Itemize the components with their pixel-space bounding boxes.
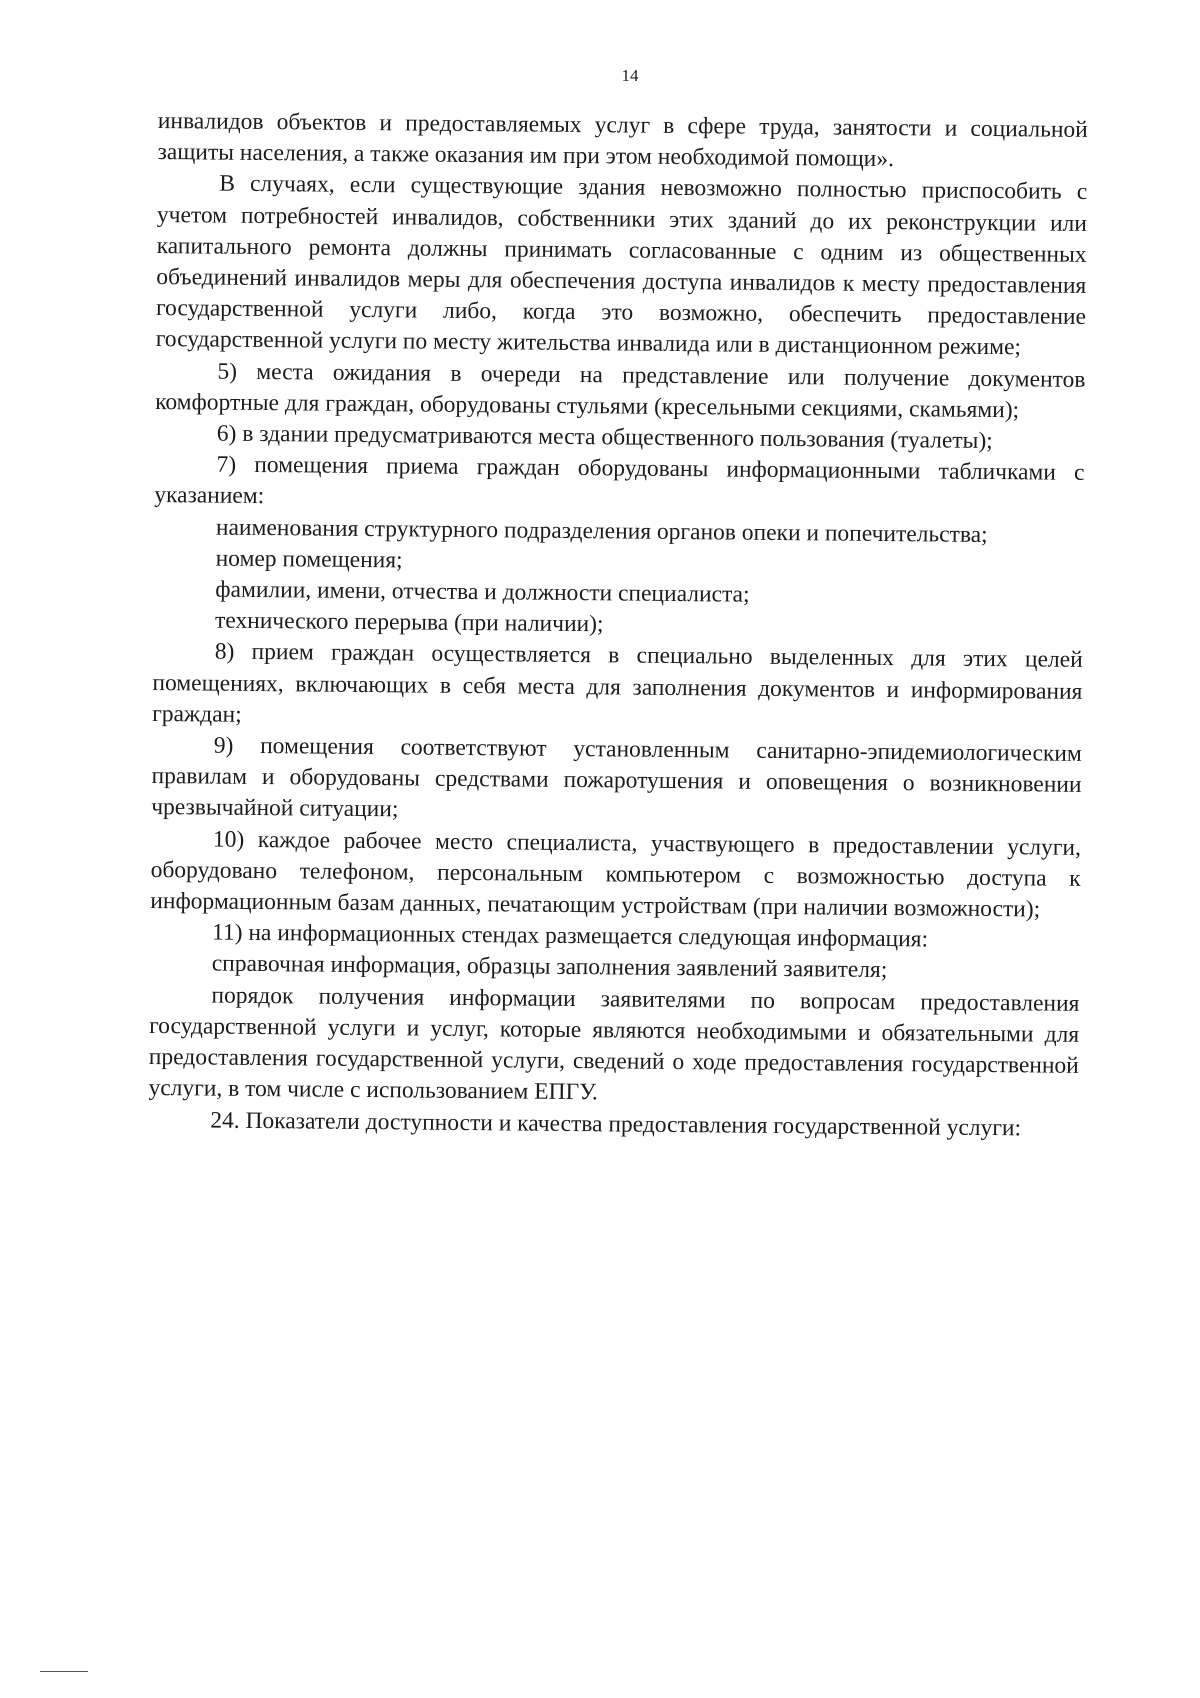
paragraph-section-24-indicators: 24. Показатели доступности и качества предоставления государственной услуги: bbox=[210, 1107, 1022, 1141]
paragraph-signage-room-number: номер помещения; bbox=[215, 545, 403, 574]
paragraph-reference-info: справочная информация, образцы заполнения заявлений заявителя; bbox=[211, 951, 888, 984]
paragraph-info-procedure: порядок получения информации заявителями по вопросам предоставления государственной услуги и услуг, которые являются необходимыми и обязательными для предоставления государственной услуги, сведений о ходе предоставления государственной услуги, в том числе с использованием ЕПГУ. bbox=[148, 982, 1080, 1106]
paragraph-item-8-reception: 8) прием граждан осуществляется в специально выделенных для этих целей помещениях, включающих в себя места для заполнения документов и информирования граждан; bbox=[152, 639, 1083, 728]
paragraph-signage-break: технического перерыва (при наличии); bbox=[214, 607, 604, 638]
paragraph-item-5-waiting-area: 5) места ожидания в очереди на представление или получение документов комфортные для граждан, оборудованы стульями (кресельными секциями, скамьями); bbox=[155, 358, 1086, 424]
paragraph-signage-department: наименования структурного подразделения органов опеки и попечительства; bbox=[215, 514, 988, 548]
paragraph-continuation: инвалидов объектов и предоставляемых услуг в сфере труда, занятости и социальной защиты населения, а также оказания им при этом необходимой помощи». bbox=[157, 107, 1088, 173]
page-number: 14 bbox=[621, 66, 639, 85]
footnote-separator bbox=[40, 1671, 88, 1672]
paragraph-item-7-signage: 7) помещения приема граждан оборудованы информационными табличками с указанием: bbox=[154, 451, 1085, 510]
paragraph-item-11-info-stands: 11) на информационных стендах размещается следующая информация: bbox=[211, 919, 929, 953]
paragraph-signage-specialist: фамилии, имени, отчества и должности специалиста; bbox=[215, 576, 750, 608]
paragraph-buildings-adaptation: В случаях, если существующие здания невозможно полностью приспособить с учетом потребностей инвалидов, собственники этих зданий до их реконструкции или капитального ремонта должны принимать согласованные с одним из общественных объединений инвалидов меры для обеспечения доступа инвалидов к месту предоставления государственной услуги либо, когда это возможно, обеспечить предоставление государственной услуги по месту жительства инвалида или в дистанционном режиме; bbox=[155, 170, 1088, 361]
document-body bbox=[148, 106, 1088, 1145]
paragraph-item-9-sanitary: 9) помещения соответствуют установленным санитарно-эпидемиологическим правилам и оборудованы средствами пожаротушения и оповещения о возникновении чрезвычайной ситуации; bbox=[151, 732, 1082, 823]
paragraph-item-6-restrooms: 6) в здании предусматриваются места общественного пользования (туалеты); bbox=[216, 420, 993, 455]
paragraph-item-10-workplace: 10) каждое рабочее место специалиста, участвующего в предоставлении услуги, оборудовано телефоном, персональным компьютером с возможностью доступа к информационным базам данных, печатающим устройствам (при наличии возможности); bbox=[150, 826, 1082, 923]
